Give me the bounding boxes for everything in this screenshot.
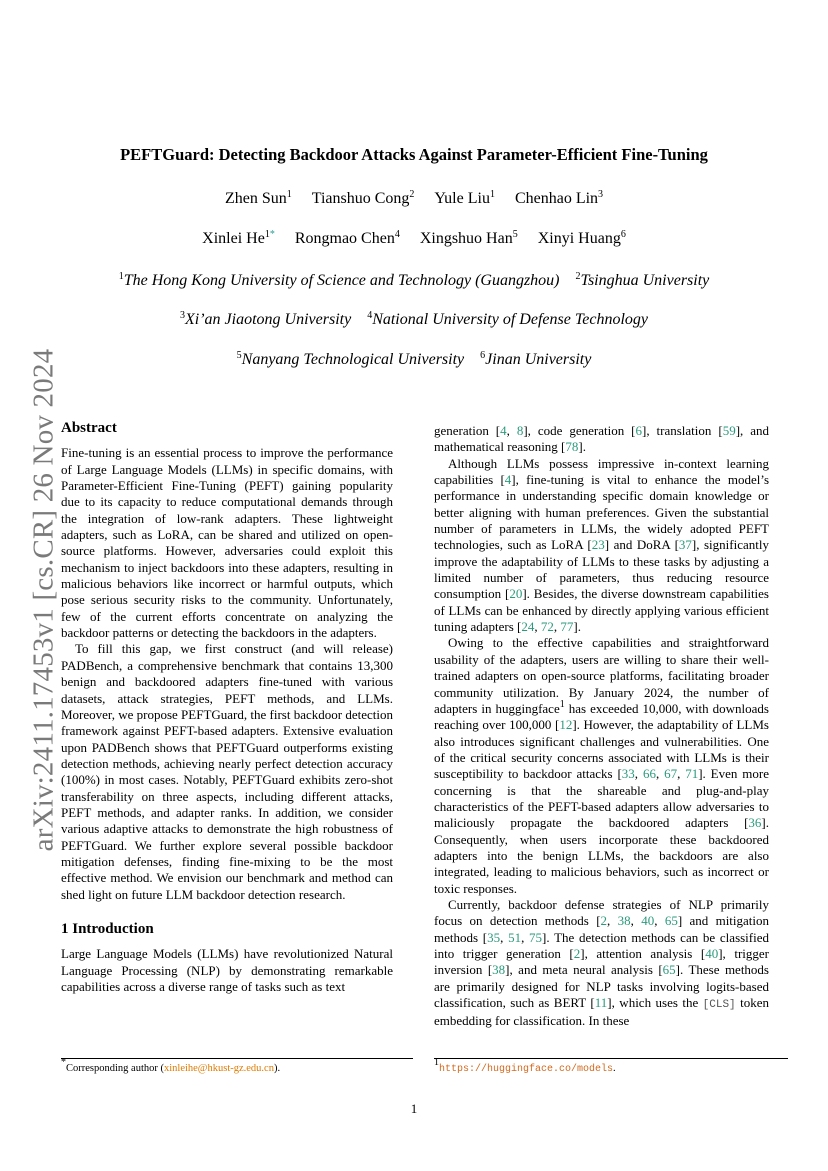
citation-link[interactable]: 20: [509, 586, 523, 602]
citation-link[interactable]: 38: [492, 962, 506, 978]
corresponding-author-mark: *: [269, 229, 275, 240]
citation-link[interactable]: 6: [635, 423, 642, 438]
citation-link[interactable]: 24: [521, 619, 535, 635]
introduction-paragraph-1: Large Language Models (LLMs) have revolutionized Natural Language Processing (NLP) by demonstrating remarkable capabilities across a diverse range of tasks such as text: [61, 946, 393, 994]
citation-link[interactable]: 40: [641, 913, 655, 929]
footnote-rule-right: [434, 1058, 788, 1059]
page-number: 1: [410, 1101, 418, 1116]
citation-link[interactable]: 35: [487, 929, 501, 945]
abstract-paragraph-2: To fill this gap, we first construct (and will release) PADBench, a comprehensive benchmark that contains 13,300 benign and backdoored adapters fine-tuned with various datasets, attack strategies, PEFT methods, and LLMs. Moreover, we propose PEFTGuard, the first backdoor detection framework against PEFT-based adapters. Extensive evaluation upon PADBench shows that PEFTGuard outperforms existing detection methods, achieving nearly perfect detection accuracy (100%) in most cases. Notably, PEFTGuard exhibits zero-shot transferability on three aspects, including different attacks, PEFT methods, and adapter ranks. In addition, we consider various adaptive attacks to demonstrate the high robustness of PEFTGuard. We further explore several possible backdoor mitigation defenses, finding fine-mixing to be the most effective method. We envision our benchmark and method can shed light on future LLM backdoor detection research.: [61, 641, 393, 902]
citation-link[interactable]: 66: [642, 766, 656, 782]
author: Tianshuo Cong$^2$: [311, 189, 415, 207]
citation-link[interactable]: 59: [722, 423, 736, 438]
author: Xingshuo Han$^5$: [419, 229, 518, 247]
affiliation: $^3$Xi’an Jiaotong University: [180, 310, 352, 328]
affiliation: $^1$The Hong Kong University of Science and Technology (Guangzhou): [118, 271, 560, 289]
citation-link[interactable]: 37: [678, 537, 692, 553]
author-email-link[interactable]: xinleihe@hkust-gz.edu.cn: [163, 1063, 274, 1074]
citation-link[interactable]: 72: [540, 619, 554, 635]
citation-link[interactable]: 2: [573, 946, 581, 961]
citation-link[interactable]: 12: [559, 717, 573, 733]
citation-link[interactable]: 36: [748, 815, 762, 831]
citation-link[interactable]: 51: [508, 929, 522, 945]
citation-link[interactable]: 4: [504, 472, 512, 488]
introduction-heading: 1 Introduction: [61, 920, 154, 937]
affiliation: $^6$Jinan University: [480, 350, 592, 368]
author: Rongmao Chen$^4$: [294, 229, 400, 247]
citation-link[interactable]: 11: [594, 995, 608, 1011]
citation-link[interactable]: 2: [600, 913, 608, 929]
citation-link[interactable]: 4: [500, 423, 507, 438]
author: Zhen Sun$^1$: [224, 189, 292, 207]
citation-link[interactable]: 71: [685, 766, 699, 782]
footnote-rule-left: [61, 1058, 413, 1059]
body-paragraph: Currently, backdoor defense strategies of NLP primarily focus on detection methods [2, 38, 40, 65] and mitigation methods [35, 51, 75]. The detection methods can be classified into trigger generation [2], attention analysis [40], trigger inversion [38], and meta neural analysis [65]. These methods are primarily designed for NLP tasks involving logits-based classification, such as BERT [11], which uses the [CLS] token embedding for classification. In these: [434, 896, 770, 1029]
author: Chenhao Lin$^3$: [514, 189, 604, 207]
affiliation: $^5$Nanyang Technological University: [236, 350, 465, 368]
footnote-corresponding-author: *Corresponding author (xinleihe@hkust-gz.edu.cn).: [61, 1057, 281, 1074]
paper-title: PEFTGuard: Detecting Backdoor Attacks Against Parameter-Efficient Fine-Tuning: [120, 145, 708, 164]
citation-link[interactable]: 8: [516, 423, 524, 438]
citation-link[interactable]: 65: [664, 913, 678, 929]
affiliations-row-2: [0, 311, 828, 329]
affiliations-row-1: [0, 272, 828, 290]
footnote-huggingface: $^1$https://huggingface.co/models.: [434, 1057, 616, 1075]
citation-link[interactable]: 23: [591, 537, 605, 553]
left-column: [61, 420, 393, 995]
abstract-heading: Abstract: [61, 420, 117, 436]
authors-row-2: [0, 230, 828, 248]
citation-link[interactable]: 77: [560, 619, 574, 635]
abstract-paragraph-1: Fine-tuning is an essential process to improve the performance of Large Language Models (LLMs) in specific domains, with Parameter-Efficient Fine-Tuning (PEFT) gaining popularity due to its capacity to reduce computational demands through the integration of low-rank adapters. These lightweight adapters, such as LoRA, can be shared and utilized on open-source platforms. However, adversaries could exploit this mechanism to inject backdoors into these adapters, resulting in malicious behaviors like incorrect or harmful outputs, which pose serious security risks to the community. Unfortunately, few of the current efforts concentrate on analyzing the backdoor patterns or detecting the backdoors in the adapters.: [61, 445, 393, 641]
body-paragraph: Owing to the effective capabilities and straightforward usability of the adapters, users are willing to share their well-trained adapters on open-source platforms, facilitating broader community utilization. By January 2024, the number of adapters in huggingface$^1$ has exceeded 10,000, with downloads reaching over 100,000 [12]. However, the adaptability of LLMs also introduces significant challenges and vulnerabilities. One of the critical security concerns associated with LLMs is their susceptibility to backdoor attacks [33, 66, 67, 71]. Even more concerning is that the shareable and plug-and-play characteristics of the PEFT-based adapters allow adversaries to maliciously propagate the backdoored adapters [36]. Consequently, when users incorporate these backdoored adapters into the benign LLMs, the backdoors are also integrated, leading to malicious behaviors, such as incorrect or toxic responses.: [434, 635, 769, 896]
author: Yule Liu$^1$: [434, 189, 495, 207]
arxiv-identifier: arXiv:2411.17453v1 [cs.CR] 26 Nov 2024: [27, 348, 60, 852]
citation-link[interactable]: 40: [705, 946, 719, 961]
citation-link[interactable]: 75: [529, 929, 543, 945]
body-paragraph: Although LLMs possess impressive in-context learning capabilities [4], fine-tuning is vital to enhance the model’s performance in understanding specific domain knowledge or better aligning with human preferences. Given the substantial number of parameters in LLMs, the widely adopted PEFT technologies, such as LoRA [23] and DoRA [37], significantly improve the adaptability of LLMs to these tasks by adjusting a limited number of parameters, thus reducing resource consumption [20]. Besides, the diverse downstream capabilities of LLMs can be enhanced by directly applying various efficient tuning adapters [24, 72, 77].: [434, 455, 769, 635]
code-token: [CLS]: [702, 999, 736, 1012]
author: Xinlei $He^{1*}$: [202, 229, 275, 247]
citation-link[interactable]: 38: [617, 913, 631, 929]
right-column: [434, 423, 769, 1030]
author: Xinyi Huang$^6$: [537, 229, 626, 247]
citation-link[interactable]: 33: [621, 766, 635, 782]
body-paragraph: generation [4, 8], code generation [6], translation [59], and mathematical reasoning [78].: [434, 423, 769, 455]
authors-row-1: [0, 190, 828, 208]
affiliation: $^2$Tsinghua University: [575, 271, 710, 289]
affiliations-row-3: [0, 351, 828, 369]
huggingface-url-link[interactable]: https://huggingface.co/models: [439, 1064, 614, 1075]
footnote-marker: 1: [559, 698, 565, 710]
affiliation: $^4$National University of Defense Technology: [367, 310, 648, 328]
citation-link[interactable]: 67: [664, 766, 678, 782]
citation-link[interactable]: 78: [565, 439, 579, 455]
citation-link[interactable]: 65: [662, 962, 676, 978]
